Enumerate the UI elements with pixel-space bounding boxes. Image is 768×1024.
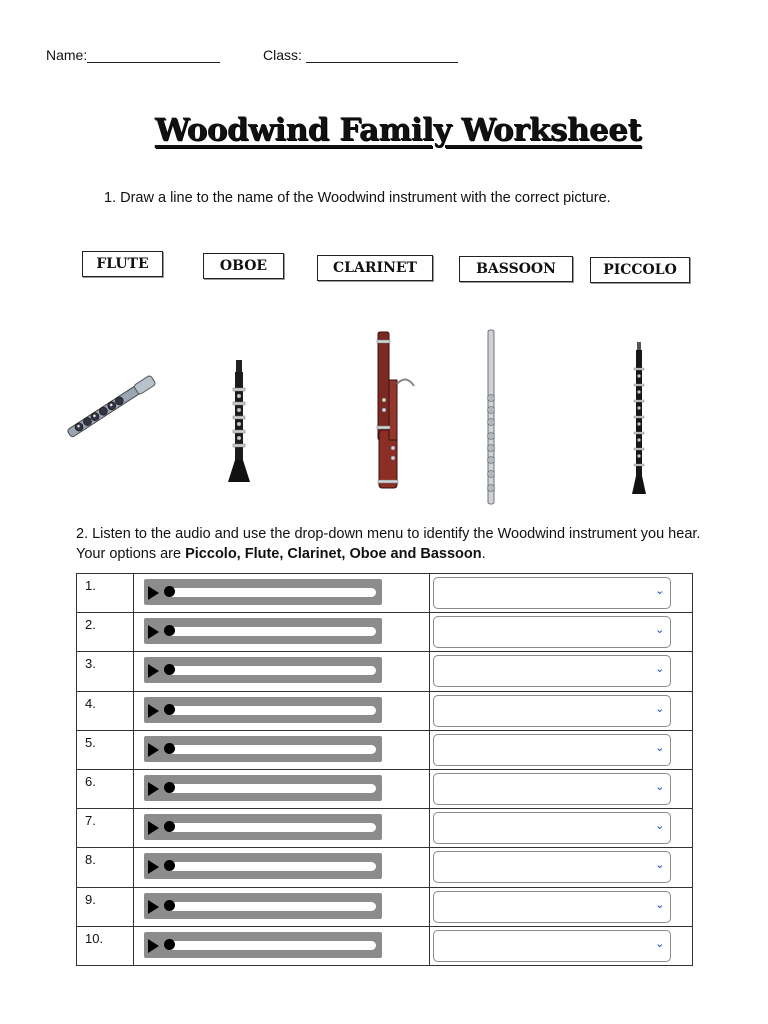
row-number: 6. <box>77 769 134 808</box>
question-2-end: . <box>481 546 486 562</box>
table-row <box>77 691 693 730</box>
class-blank[interactable] <box>306 48 458 63</box>
audio-cell <box>133 848 429 887</box>
audio-progress-knob[interactable] <box>164 821 175 832</box>
audio-progress-bar[interactable] <box>166 823 376 832</box>
audio-progress-bar[interactable] <box>166 902 376 911</box>
chevron-down-icon: ⌄ <box>655 740 665 754</box>
audio-cell <box>133 691 429 730</box>
play-icon[interactable] <box>148 821 159 835</box>
chevron-down-icon: ⌄ <box>655 858 665 872</box>
row-number: 3. <box>77 652 134 691</box>
chevron-down-icon: ⌄ <box>655 819 665 833</box>
answer-cell <box>430 769 693 808</box>
row-number: 2. <box>77 613 134 652</box>
instrument-dropdown[interactable] <box>433 891 671 923</box>
audio-progress-knob[interactable] <box>164 900 175 911</box>
instrument-dropdown[interactable] <box>433 695 671 727</box>
answer-cell <box>430 887 693 926</box>
play-icon[interactable] <box>148 860 159 874</box>
audio-cell <box>133 574 429 613</box>
audio-player[interactable] <box>144 657 382 683</box>
audio-progress-bar[interactable] <box>166 706 376 715</box>
play-icon[interactable] <box>148 743 159 757</box>
audio-player[interactable] <box>144 932 382 958</box>
row-number: 4. <box>77 691 134 730</box>
audio-player[interactable] <box>144 697 382 723</box>
instrument-dropdown[interactable] <box>433 773 671 805</box>
table-row <box>77 848 693 887</box>
label-piccolo[interactable]: PICCOLO <box>590 257 690 283</box>
audio-player[interactable] <box>144 775 382 801</box>
audio-progress-bar[interactable] <box>166 745 376 754</box>
chevron-down-icon: ⌄ <box>655 936 665 950</box>
answer-cell <box>430 809 693 848</box>
class-field <box>263 47 458 63</box>
audio-cell <box>133 652 429 691</box>
chevron-down-icon: ⌄ <box>655 662 665 676</box>
audio-progress-bar[interactable] <box>166 627 376 636</box>
table-row <box>77 574 693 613</box>
audio-progress-bar[interactable] <box>166 666 376 675</box>
audio-progress-knob[interactable] <box>164 939 175 950</box>
label-oboe[interactable]: OBOE <box>203 253 284 279</box>
row-number: 9. <box>77 887 134 926</box>
audio-progress-knob[interactable] <box>164 625 175 636</box>
row-number: 8. <box>77 848 134 887</box>
chevron-down-icon: ⌄ <box>655 897 665 911</box>
table-row <box>77 613 693 652</box>
instrument-dropdown[interactable] <box>433 616 671 648</box>
label-flute[interactable]: FLUTE <box>82 251 163 277</box>
play-icon[interactable] <box>148 900 159 914</box>
flute-image <box>60 362 165 454</box>
oboe-image <box>626 340 652 498</box>
question-2-text: 2. Listen to the audio and use the drop-down menu to identify the Woodwind instrument you hear. Your options are <box>76 526 701 562</box>
audio-player[interactable] <box>144 814 382 840</box>
table-row <box>77 769 693 808</box>
class-label: Class: <box>263 47 302 63</box>
play-icon[interactable] <box>148 704 159 718</box>
name-label: Name: <box>46 47 88 63</box>
instrument-dropdown[interactable] <box>433 930 671 962</box>
answer-cell <box>430 926 693 965</box>
clarinet-image <box>224 358 254 486</box>
audio-progress-knob[interactable] <box>164 782 175 793</box>
name-blank[interactable] <box>87 48 220 63</box>
audio-progress-knob[interactable] <box>164 704 175 715</box>
play-icon[interactable] <box>148 939 159 953</box>
play-icon[interactable] <box>148 664 159 678</box>
answer-cell <box>430 691 693 730</box>
chevron-down-icon: ⌄ <box>655 779 665 793</box>
audio-player[interactable] <box>144 853 382 879</box>
answer-cell <box>430 730 693 769</box>
question-2-options: Piccolo, Flute, Clarinet, Oboe and Bassoon <box>185 546 482 562</box>
answer-cell <box>430 574 693 613</box>
question-1: 1. Draw a line to the name of the Woodwind instrument with the correct picture. <box>104 190 611 206</box>
audio-progress-bar[interactable] <box>166 862 376 871</box>
piccolo-image <box>480 328 502 508</box>
page-title: Woodwind Family Worksheet <box>154 112 642 148</box>
chevron-down-icon: ⌄ <box>655 584 665 597</box>
audio-cell <box>133 926 429 965</box>
row-number: 10. <box>77 926 134 965</box>
instrument-dropdown[interactable] <box>433 655 671 687</box>
row-number: 7. <box>77 809 134 848</box>
answer-cell <box>430 848 693 887</box>
question-2 <box>76 524 716 564</box>
instrument-dropdown[interactable] <box>433 734 671 766</box>
row-number: 5. <box>77 730 134 769</box>
play-icon[interactable] <box>148 586 159 600</box>
answer-cell <box>430 652 693 691</box>
audio-player[interactable] <box>144 579 382 605</box>
bassoon-image <box>370 330 420 492</box>
table-row <box>77 652 693 691</box>
instrument-dropdown[interactable] <box>433 812 671 844</box>
instrument-dropdown[interactable] <box>433 851 671 883</box>
name-field <box>46 47 220 63</box>
audio-answer-table <box>76 573 693 966</box>
chevron-down-icon: ⌄ <box>655 623 665 637</box>
play-icon[interactable] <box>148 782 159 796</box>
audio-cell <box>133 769 429 808</box>
audio-player[interactable] <box>144 618 382 644</box>
table-row <box>77 730 693 769</box>
table-row <box>77 887 693 926</box>
row-number: 1. <box>77 574 134 613</box>
table-row <box>77 809 693 848</box>
audio-player[interactable] <box>144 736 382 762</box>
table-row <box>77 926 693 965</box>
audio-progress-bar[interactable] <box>166 588 376 597</box>
audio-cell <box>133 613 429 652</box>
audio-cell <box>133 887 429 926</box>
answer-cell <box>430 613 693 652</box>
label-clarinet[interactable]: CLARINET <box>317 255 433 281</box>
audio-player[interactable] <box>144 893 382 919</box>
audio-progress-bar[interactable] <box>166 941 376 950</box>
instrument-dropdown[interactable] <box>433 577 671 609</box>
audio-progress-bar[interactable] <box>166 784 376 793</box>
audio-cell <box>133 809 429 848</box>
audio-cell <box>133 730 429 769</box>
play-icon[interactable] <box>148 625 159 639</box>
audio-progress-knob[interactable] <box>164 586 175 597</box>
label-bassoon[interactable]: BASSOON <box>459 256 573 282</box>
chevron-down-icon: ⌄ <box>655 701 665 715</box>
audio-progress-knob[interactable] <box>164 743 175 754</box>
